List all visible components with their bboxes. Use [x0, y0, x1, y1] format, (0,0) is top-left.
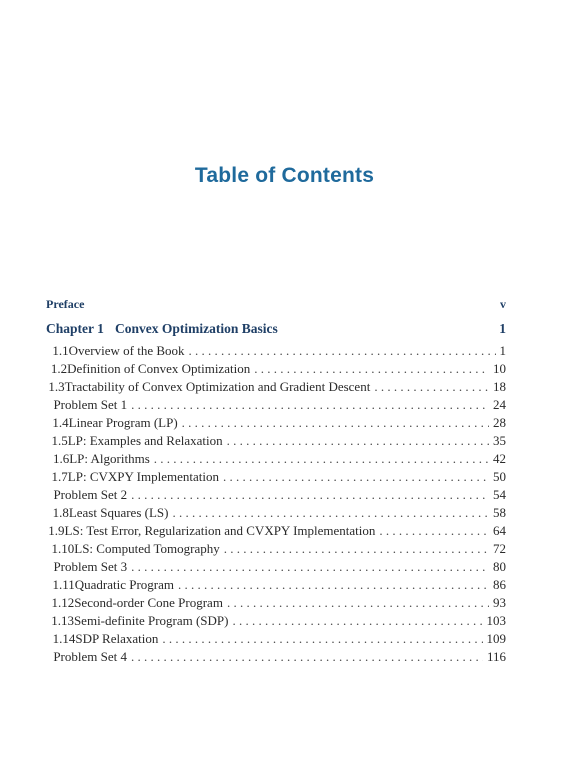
toc-section-number: 1.8 — [52, 505, 69, 520]
toc-section-number: 1.3 — [48, 379, 65, 394]
toc-page-number: 50 — [493, 469, 506, 484]
toc-dot-leader — [131, 559, 489, 575]
toc-dot-leader — [224, 541, 489, 557]
toc-section-number: 1.7 — [51, 469, 68, 484]
toc-section-number: 1.5 — [51, 433, 68, 448]
toc-page-number: 35 — [493, 433, 506, 448]
toc-entry-label: Linear Program (LP) — [68, 415, 178, 430]
toc-dot-leader — [233, 613, 483, 629]
toc-dot-leader — [172, 505, 489, 521]
toc-entry-label: Quadratic Program — [74, 577, 175, 592]
toc-entry-section[interactable] — [46, 541, 506, 559]
toc-page-number: 54 — [493, 487, 506, 502]
toc-entry-problem-set[interactable] — [46, 649, 506, 667]
toc-page-number: 42 — [493, 451, 506, 466]
toc-section-number: 1.13 — [51, 613, 74, 628]
toc-dot-leader — [182, 415, 489, 431]
toc-page-number: 80 — [493, 559, 506, 574]
toc-entry-chapter[interactable] — [46, 321, 506, 339]
toc-entry-label: Convex Optimization Basics — [115, 321, 278, 336]
toc-page-number: 58 — [493, 505, 506, 520]
toc-entry-label: Second-order Cone Program — [74, 595, 223, 610]
toc-entry-label: Problem Set 3 — [53, 559, 128, 574]
toc-section-number: 1.6 — [52, 451, 70, 466]
toc-page-number: 1 — [499, 321, 506, 336]
toc-page-number: 1 — [499, 343, 506, 358]
toc-page-number: 93 — [493, 595, 506, 610]
page-title: Table of Contents — [194, 164, 375, 187]
toc-section-number: 1.1 — [52, 343, 69, 358]
toc-entry-label: LP: Algorithms — [69, 451, 150, 466]
toc-entry-label: Preface — [46, 297, 85, 311]
toc-dot-leader — [227, 433, 489, 449]
toc-entry-label: Problem Set 4 — [53, 649, 127, 664]
toc-entry-label: LS: Computed Tomography — [74, 541, 220, 556]
toc-entry-section[interactable] — [46, 469, 506, 487]
toc-dot-leader — [223, 469, 489, 485]
toc-dot-leader — [131, 397, 489, 413]
toc-page-number: 109 — [486, 631, 506, 646]
toc-page-number: 64 — [493, 523, 506, 538]
toc-page-number: 72 — [493, 541, 506, 556]
toc-dot-leader — [131, 649, 483, 665]
toc-entry-section[interactable] — [46, 523, 506, 541]
toc-dot-leader — [189, 343, 496, 359]
toc-page-number: 10 — [493, 361, 506, 376]
toc-section-number: 1.14 — [52, 631, 76, 646]
toc-entry-problem-set[interactable] — [46, 487, 506, 505]
toc-section-number: 1.10 — [51, 541, 75, 556]
toc-dot-leader — [254, 361, 489, 377]
toc-entry-label: Least Squares (LS) — [68, 505, 169, 520]
toc-entry-section[interactable] — [46, 379, 506, 397]
toc-dot-leader — [178, 577, 489, 593]
toc-page-number: 86 — [493, 577, 506, 592]
toc-page-number: v — [500, 297, 506, 311]
toc-section-number: 1.2 — [50, 361, 68, 376]
toc-section-number: 1.12 — [51, 595, 75, 610]
toc-entry-section[interactable] — [46, 451, 506, 469]
toc-entry-label: Tractability of Convex Optimization and Gradient Descent — [64, 379, 371, 394]
toc-entry-label: Definition of Convex Optimization — [67, 361, 251, 376]
toc-entry-label: LP: Examples and Relaxation — [67, 433, 223, 448]
toc-entry-label: Problem Set 1 — [53, 397, 128, 412]
toc-section-number: 1.4 — [52, 415, 69, 430]
toc-entry-section[interactable] — [46, 415, 506, 433]
toc-entry-problem-set[interactable] — [46, 397, 506, 415]
toc-entry-section[interactable] — [46, 361, 506, 379]
toc-entry-section[interactable] — [46, 577, 506, 595]
toc-entry-label: LP: CVXPY Implementation — [67, 469, 219, 484]
toc-entry-section[interactable] — [46, 631, 506, 649]
toc-chapter-number: Chapter 1 — [46, 321, 104, 336]
toc-entry-problem-set[interactable] — [46, 559, 506, 577]
toc-entry-label: Problem Set 2 — [53, 487, 128, 502]
toc-dot-leader — [162, 631, 482, 647]
toc-entry-section[interactable] — [46, 613, 506, 631]
toc-section-number: 1.9 — [48, 523, 65, 538]
toc-dot-leader — [379, 523, 489, 539]
toc-entry-section[interactable] — [46, 433, 506, 451]
toc-dot-leader — [227, 595, 489, 611]
toc-entry-section[interactable] — [46, 343, 506, 361]
toc-page-number: 24 — [493, 397, 506, 412]
toc-entry-preface[interactable] — [46, 297, 506, 315]
toc-entry-label: Semi-definite Program (SDP) — [73, 613, 229, 628]
toc-entry-section[interactable] — [46, 595, 506, 613]
toc-page-number: 18 — [493, 379, 506, 394]
toc-section-number: 1.11 — [52, 577, 75, 592]
toc-entry-label: Overview of the Book — [68, 343, 185, 358]
toc-page-number: 103 — [486, 613, 506, 628]
toc-entry-label: LS: Test Error, Regularization and CVXPY Implementation — [64, 523, 376, 538]
toc-dot-leader — [374, 379, 489, 395]
toc-page-number: 28 — [493, 415, 506, 430]
toc-entry-label: SDP Relaxation — [75, 631, 159, 646]
toc-dot-leader — [131, 487, 489, 503]
toc-entry-section[interactable] — [46, 505, 506, 523]
toc-dot-leader — [154, 451, 489, 467]
toc-page-number: 116 — [486, 649, 506, 664]
